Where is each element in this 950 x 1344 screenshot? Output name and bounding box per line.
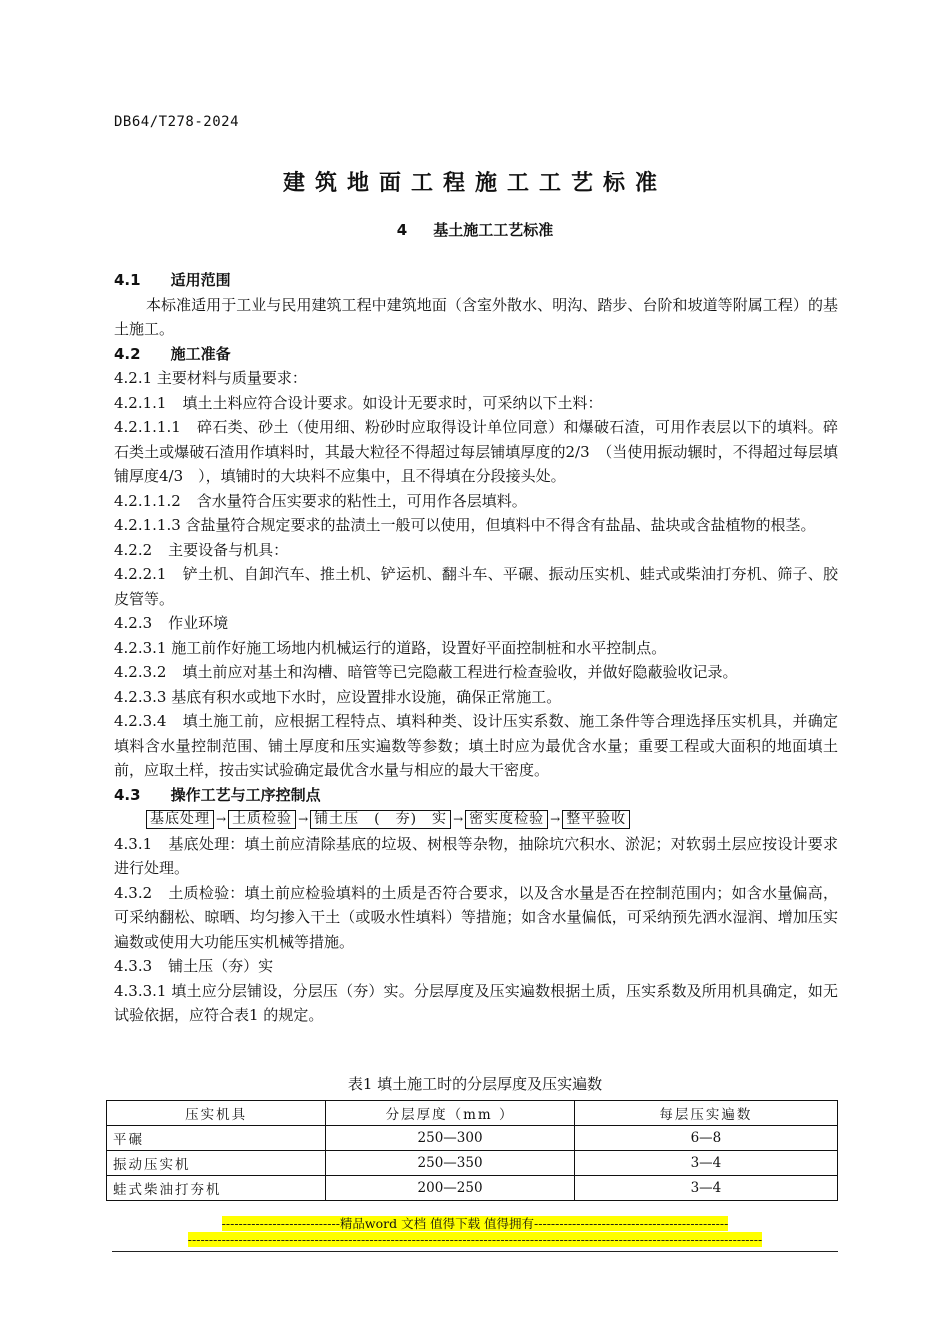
clause-paragraph	[114, 660, 838, 685]
body-paragraph	[114, 293, 838, 342]
clause-paragraph	[114, 562, 838, 611]
table-cell: 蛙式柴油打夯机	[107, 1176, 326, 1201]
chapter-title: 基土施工工艺标准	[433, 221, 554, 239]
table-cell: 6—8	[574, 1126, 837, 1151]
clause-text: 含水量符合压实要求的粘性土，可用作各层填料。	[196, 491, 527, 510]
banner-text: ----------------------------精品word 文档 值得下载 值得拥有----------------------------------------------	[221, 1216, 729, 1231]
clause-text: 填土前应对基土和沟槽、暗管等已完隐蔽工程进行检查验收，并做好隐蔽验收记录。	[182, 663, 738, 681]
table-header-cell: 分层厚度（mm ）	[326, 1101, 575, 1126]
clause-paragraph	[114, 538, 838, 563]
clause-text: 4.2.1.1.3 含盐量符合规定要求的盐渍土一般可以使用，但填料中不得含有盐晶、盐块或含盐植物的根茎。	[114, 516, 816, 534]
clause-paragraph	[114, 636, 838, 661]
clause-number: 4.2.3.4	[114, 712, 167, 730]
compaction-table	[106, 1100, 838, 1201]
clause-text: 填土土料应符合设计要求。如设计无要求时，可采纳以下土料：	[182, 393, 603, 412]
flow-step: 铺土压 ( 夯) 实	[310, 810, 451, 829]
clause-number: 4.2.1.1	[114, 393, 167, 412]
clause-paragraph	[114, 881, 838, 955]
clause-text: 操作工艺与工序控制点	[170, 785, 321, 804]
table-header-cell: 压实机具	[107, 1101, 326, 1126]
clause-text: 基底处理：填土前应清除基底的垃圾、树根等杂物，抽除坑穴积水、淤泥；对软弱土层应按设计要求进行处理。	[114, 834, 838, 877]
flow-arrow-icon: →	[453, 812, 464, 826]
clause-text: 施工准备	[170, 344, 231, 363]
footer-banner	[0, 1232, 950, 1247]
clause-number: 4.3	[114, 785, 141, 804]
document-title: 建筑地面工程施工工艺标准	[282, 171, 667, 196]
clause-number: 4.2.1.1.1	[114, 418, 181, 436]
table-cell: 200—250	[326, 1176, 575, 1201]
clause-number: 4.3.2	[114, 883, 153, 902]
clause-text: 4.2.3.1 施工前作好施工场地内机械运行的道路，设置好平面控制桩和水平控制点。	[114, 638, 667, 657]
table-row	[107, 1176, 838, 1201]
clause-text: 作业环境	[168, 614, 229, 632]
chapter-heading	[0, 219, 950, 240]
clause-number: 4.2.3.2	[114, 663, 167, 681]
clause-text: 铺土压（夯）实	[168, 957, 274, 975]
clause-paragraph	[114, 709, 838, 783]
table-cell: 3—4	[574, 1176, 837, 1201]
banner-text: ----------------------------------------------------------------------------------------------------------------------------------------	[187, 1232, 763, 1247]
table-row	[107, 1151, 838, 1176]
clause-paragraph	[114, 513, 838, 538]
table-cell: 250—350	[326, 1151, 575, 1176]
clause-paragraph	[114, 979, 838, 1028]
clause-paragraph	[114, 489, 838, 514]
clause-paragraph	[114, 415, 838, 489]
section-heading	[114, 783, 838, 808]
clause-text: 适用范围	[170, 271, 231, 289]
table-cell: 振动压实机	[107, 1151, 326, 1176]
document-code: DB64/T278-2024	[114, 114, 240, 130]
table-header-row	[107, 1101, 838, 1126]
clause-number: 4.3.1	[114, 834, 153, 853]
clause-text: 4.2.3.3 基底有积水或地下水时，应设置排水设施，确保正常施工。	[114, 687, 562, 706]
clause-text: 4.3.3.1 填土应分层铺设，分层压（夯）实。分层厚度及压实遍数根据土质，压实系数及所用机具确定，如无试验依据，应符合表1 的规定。	[114, 981, 838, 1024]
clause-number: 4.2.2	[114, 540, 153, 559]
table-caption: 表1 填土施工时的分层厚度及压实遍数	[347, 1075, 603, 1093]
flow-step: 密实度检验	[465, 810, 548, 829]
flow-arrow-icon: →	[550, 812, 561, 826]
table-cell: 平碾	[107, 1126, 326, 1151]
flow-arrow-icon: →	[216, 812, 227, 826]
clause-text: 填土施工前，应根据工程特点、填料种类、设计压实系数、施工条件等合理选择压实机具，并确定填料含水量控制范围、铺土厚度和压实遍数等参数；填土时应为最优含水量；重要工程或大面积的地面填土前，应取土样，按击实试验确定最优含水量与相应的最大干密度。	[114, 712, 838, 779]
clause-text: 土质检验：填土前应检验填料的土质是否符合要求，以及含水量是否在控制范围内；如含水量偏高，可采纳翻松、晾晒、均匀掺入干土（或吸水性填料）等措施；如含水量偏低，可采纳预先洒水湿润、增加压实遍数或使用大功能压实机械等措施。	[114, 883, 838, 951]
clause-number: 4.1	[114, 271, 141, 289]
flow-arrow-icon: →	[298, 812, 309, 826]
clause-number: 4.2.3	[114, 614, 153, 632]
clause-paragraph	[114, 391, 838, 416]
chapter-number: 4	[396, 221, 408, 239]
clause-paragraph	[114, 685, 838, 710]
clause-number: 4.2.2.1	[114, 565, 167, 583]
footer-rule	[112, 1251, 838, 1252]
body-text	[114, 268, 838, 1028]
clause-paragraph	[114, 954, 838, 979]
flow-step: 土质检验	[228, 810, 296, 829]
clause-text: 主要设备与机具：	[168, 540, 289, 559]
clause-paragraph	[114, 366, 838, 391]
table-cell: 3—4	[574, 1151, 837, 1176]
clause-text: 铲土机、自卸汽车、推土机、铲运机、翻斗车、平碾、振动压实机、蛙式或柴油打夯机、筛子、胶皮管等。	[114, 565, 838, 608]
clause-number: 4.2	[114, 344, 141, 363]
clause-text: 碎石类、砂土（使用细、粉砂时应取得设计单位同意）和爆破石渣，可用作表层以下的填料。碎石类土或爆破石渣用作填料时，其最大粒径不得超过每层铺填厚度的2/3 （当使用振动辗时，不得超过每层填铺厚度4/3 ），填铺时的大块料不应集中，且不得填在分段接头处。	[114, 418, 838, 485]
section-heading	[114, 342, 838, 367]
clause-text: 本标准适用于工业与民用建筑工程中建筑地面（含室外散水、明沟、踏步、台阶和坡道等附属工程）的基土施工。	[114, 295, 838, 338]
table-cell: 250—300	[326, 1126, 575, 1151]
clause-number: 4.3.3	[114, 957, 153, 975]
footer-banner	[0, 1216, 950, 1231]
table-row	[107, 1126, 838, 1151]
flow-step: 整平验收	[562, 810, 630, 829]
clause-number: 4.2.1.1.2	[114, 491, 181, 510]
process-flow	[146, 807, 838, 832]
clause-text: 4.2.1 主要材料与质量要求：	[114, 369, 307, 387]
section-heading	[114, 268, 838, 293]
flow-step: 基底处理	[146, 810, 214, 829]
clause-paragraph	[114, 611, 838, 636]
table-header-cell: 每层压实遍数	[574, 1101, 837, 1126]
clause-paragraph	[114, 832, 838, 881]
